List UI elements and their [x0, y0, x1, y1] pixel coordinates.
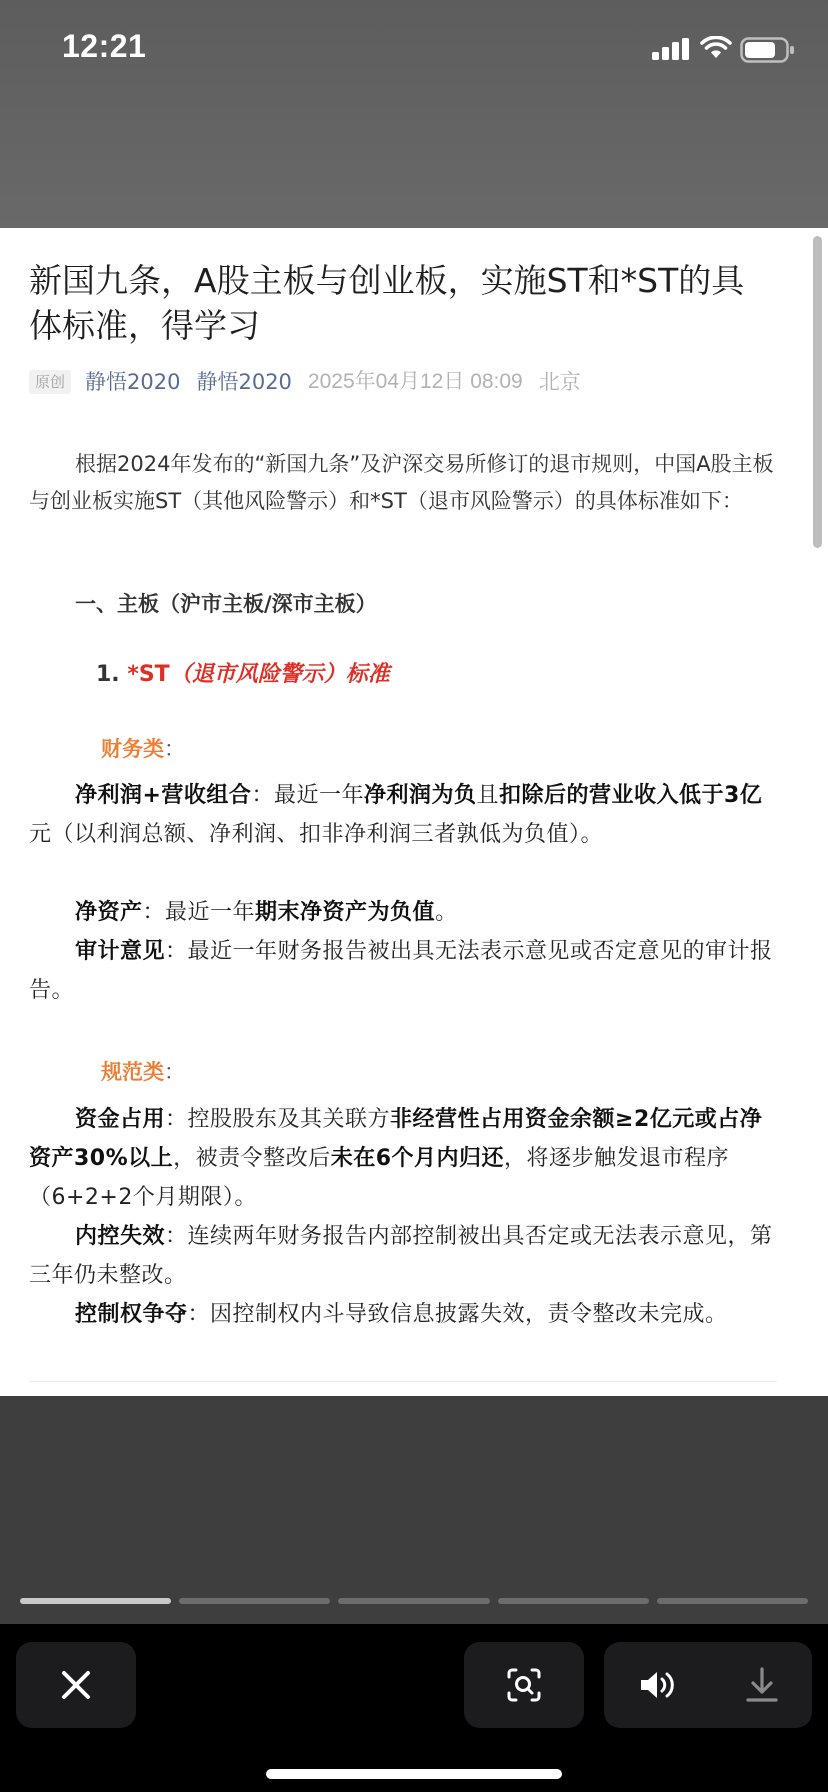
rule-fund-occupation [29, 1100, 777, 1217]
rule-text: ，被责令整改后 [173, 1146, 331, 1171]
progress-segment [179, 1598, 330, 1604]
category-colon: ： [164, 1060, 185, 1084]
intro-paragraph: 根据2024年发布的“新国九条”及沪深交易所修订的退市规则，中国A股主板与创业板实施ST（其他风险警示）和*ST（退市风险警示）的具体标准如下： [29, 452, 774, 513]
wifi-icon [700, 36, 732, 60]
rule-net-asset [29, 893, 777, 932]
rule-emphasis: 未在6个月内归还 [330, 1146, 504, 1171]
rule-text: 且 [476, 783, 499, 808]
rule-audit-opinion [29, 932, 777, 1010]
home-indicator[interactable] [266, 1769, 562, 1779]
publish-location: 北京 [538, 370, 581, 394]
visual-search-icon [506, 1667, 542, 1703]
original-tag: 原创 [29, 370, 71, 394]
rule-text: 。 [435, 900, 458, 925]
rule-sep: ： [165, 1107, 188, 1132]
speaker-icon[interactable] [638, 1668, 678, 1702]
download-icon[interactable] [745, 1666, 779, 1704]
rule-label: 审计意见 [75, 939, 166, 964]
rule-emphasis: 扣除后的营业收入低于3亿 [499, 783, 763, 808]
bottom-toolbar [0, 1624, 828, 1792]
status-bar [0, 0, 828, 100]
rule-net-profit [29, 776, 777, 854]
rule-text: 控股股东及其关联方 [187, 1107, 391, 1132]
rule-emphasis: 期末净资产为负值 [255, 900, 436, 925]
subheading-number: 1. [96, 662, 128, 687]
category-financial [101, 733, 185, 763]
battery-icon [740, 37, 796, 63]
rule-text: 元（以利润总额、净利润、扣非净利润三者孰低为负值）。 [29, 822, 604, 847]
scrollbar-thumb[interactable] [813, 236, 822, 548]
progress-segment [498, 1598, 649, 1604]
rule-text: 最近一年 [273, 783, 364, 808]
article-title: 新国九条，A股主板与创业板，实施ST和*ST的具体标准，得学习 [29, 261, 745, 345]
close-button[interactable] [16, 1642, 136, 1728]
rule-text: 因控制权内斗导致信息披露失效，责令整改未完成。 [210, 1302, 728, 1327]
subheading-st-standard [96, 657, 390, 688]
status-time: 12:21 [62, 28, 147, 64]
rule-label: 资金占用 [75, 1107, 166, 1132]
progress-segment [338, 1598, 489, 1604]
section-heading-main-board: 一、主板（沪市主板/深市主板） [75, 592, 377, 616]
rule-text: ，将逐步触发退市程序（6+2+2个月期限）。 [29, 1146, 730, 1210]
rule-emphasis: 净利润为负 [363, 783, 477, 808]
rule-sep: ： [165, 1224, 188, 1249]
rule-emphasis: 非经营性占用资金余额≥2亿元或占净资产30%以上 [29, 1107, 763, 1171]
media-controls [604, 1642, 812, 1728]
subheading-paren: （退市风险警示）标准 [169, 662, 390, 687]
rule-label: 内控失效 [75, 1224, 166, 1249]
rule-label: 净利润+营收组合 [75, 783, 252, 808]
rule-sep: ： [187, 1302, 211, 1327]
progress-segment [657, 1598, 808, 1604]
rule-sep: ： [142, 900, 166, 925]
rule-label: 控制权争夺 [75, 1302, 188, 1327]
author-link[interactable]: 静悟2020 [85, 370, 181, 394]
category-financial-label: 财务类 [101, 737, 164, 761]
article-card[interactable] [0, 228, 828, 1396]
subheading-label: *ST [127, 662, 170, 687]
rule-text: 最近一年 [165, 900, 256, 925]
category-colon: ： [164, 737, 185, 761]
progress-segment [20, 1598, 171, 1604]
story-progress-bar [20, 1598, 808, 1604]
visual-search-button[interactable] [464, 1642, 584, 1728]
publish-date: 2025年04月12日 08:09 [307, 370, 523, 393]
rule-sep: ： [251, 783, 274, 808]
cellular-signal-icon [652, 38, 692, 60]
rule-control-dispute [29, 1295, 777, 1334]
rule-text: 连续两年财务报告内部控制被出具否定或无法表示意见，第三年仍未整改。 [29, 1224, 773, 1288]
account-link[interactable]: 静悟2020 [196, 370, 292, 394]
category-normative-label: 规范类 [101, 1060, 164, 1084]
rule-text: 最近一年财务报告被出具无法表示意见或否定意见的审计报告。 [29, 939, 773, 1003]
category-normative [101, 1056, 185, 1086]
rule-label: 净资产 [75, 900, 143, 925]
article-meta [29, 367, 777, 397]
close-icon [60, 1669, 92, 1701]
rule-internal-control [29, 1217, 777, 1295]
rule-sep: ： [165, 939, 188, 964]
divider [29, 1381, 777, 1382]
